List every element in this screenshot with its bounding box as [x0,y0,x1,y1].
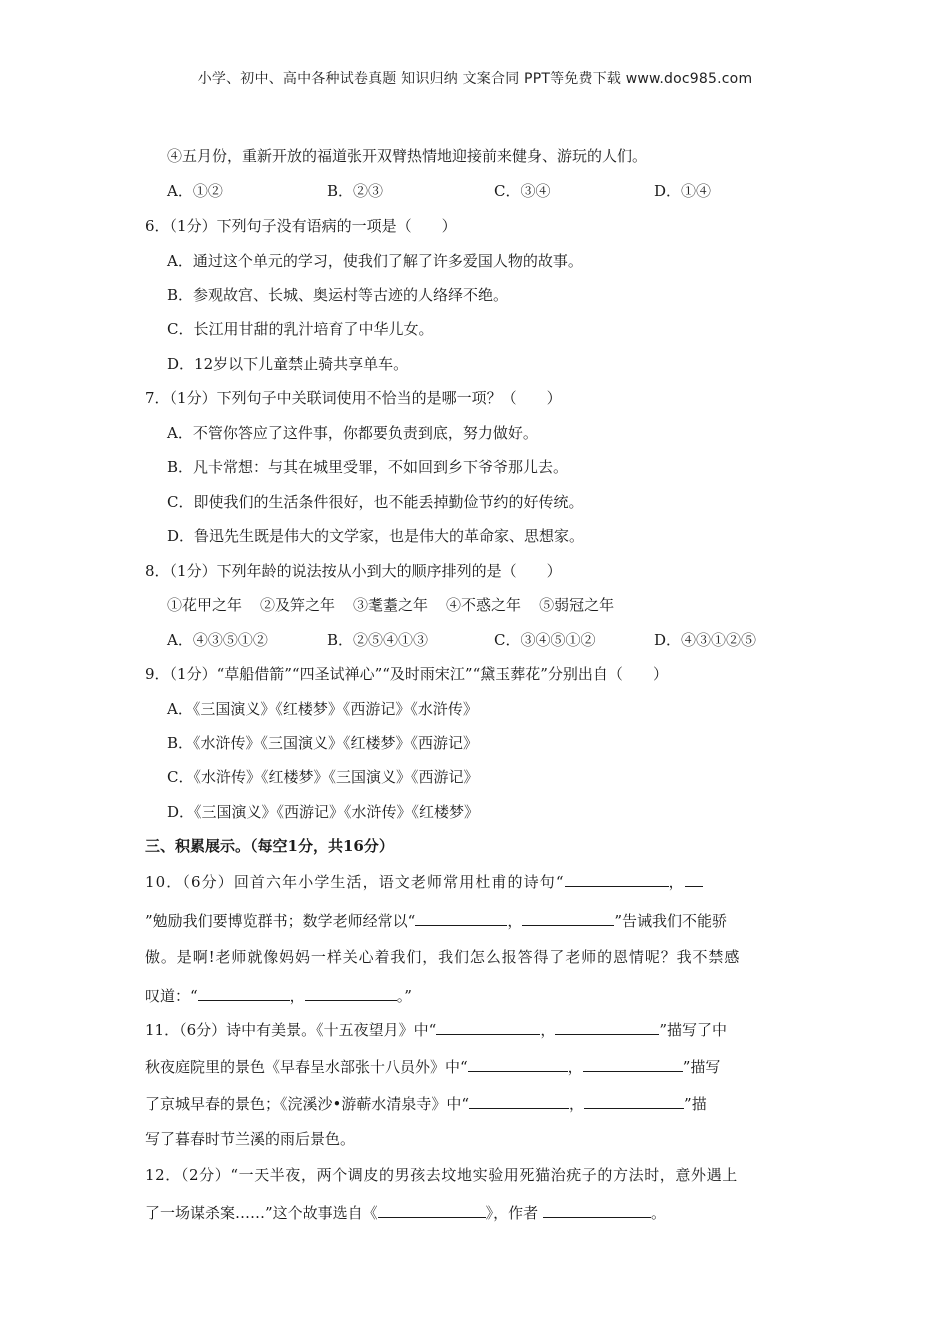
q10-line-4 [145,985,412,1006]
q10-blank-1[interactable] [565,871,669,887]
q7-option-b: B．凡卡常想：与其在城里受罪，不如回到乡下爷爷那儿去。 [167,458,569,476]
q12-line-1: 12．（2分）“一天半夜，两个调皮的男孩去坟地实验用死猫治疣子的方法时，意外遇上 [145,1166,738,1184]
q10-blank-2-start[interactable] [685,871,703,887]
q6-option-b: B．参观故宫、长城、奥运村等古迹的人络绎不绝。 [167,286,509,304]
q11-text-3b: ， [569,1095,585,1113]
q11-line-1 [145,1019,727,1040]
q10-line-3: 傲。是啊!老师就像妈妈一样关心着我们，我们怎么报答得了老师的恩情呢？我不禁感 [145,948,741,966]
q8-age-5: ⑤弱冠之年 [539,596,615,614]
q12-blank-1[interactable] [378,1202,486,1218]
q11-text-3a: 了京城早春的景色；《浣溪沙•游蕲水清泉寺》中“ [145,1095,470,1113]
q8-option-c: C．③④⑤①② [494,631,596,649]
q7-option-d: D．鲁迅先生既是伟大的文学家，也是伟大的革命家、思想家。 [167,527,585,545]
q6-stem: 6．（1分）下列句子没有语病的一项是（ ） [145,217,457,235]
q11-text-2b: ， [567,1058,583,1076]
q11-line-3 [145,1093,707,1114]
q11-line-2 [145,1056,720,1077]
q5-option-d: D．①④ [654,182,712,200]
q10-text-4b: ， [289,987,305,1005]
q8-option-a: A．④③⑤①② [167,631,268,649]
q7-stem: 7．（1分）下列句子中关联词使用不恰当的是哪一项？（ ） [145,389,562,407]
q10-text-4c: 。” [396,987,412,1005]
q8-age-2: ②及笄之年 [260,596,336,614]
q10-text-4a: 叹道：“ [145,987,198,1005]
q5-statement-4: ④五月份，重新开放的福道张开双臂热情地迎接前来健身、游玩的人们。 [167,147,648,165]
q9-option-c: C．《水浒传》《红楼梦》《三国演义》《西游记》 [167,768,479,786]
q10-text-1a: 10．（6分）回首六年小学生活，语文老师常用杜甫的诗句“ [145,873,565,891]
q9-option-a: A．《三国演义》《红楼梦》《西游记》《水浒传》 [167,700,478,718]
q7-option-a: A．不管你答应了这件事，你都要负责到底，努力做好。 [167,424,538,442]
q12-line-2 [145,1202,666,1223]
q9-option-d: D．《三国演义》《西游记》《水浒传》《红楼梦》 [167,803,480,821]
q11-blank-4[interactable] [583,1056,683,1072]
q12-text-2c: 。 [650,1204,666,1222]
q11-text-1a: 11．（6分）诗中有美景。《十五夜望月》中“ [145,1021,437,1039]
q10-blank-6[interactable] [305,985,397,1001]
q5-option-c: C．③④ [494,182,551,200]
q12-text-2b: 》，作者 [485,1204,543,1222]
q11-text-2a: 秋夜庭院里的景色《早春呈水部张十八员外》中“ [145,1058,468,1076]
q9-option-b: B．《水浒传》《三国演义》《红楼梦》《西游记》 [167,734,479,752]
q10-blank-5[interactable] [198,985,290,1001]
q6-option-c: C．长江用甘甜的乳汁培育了中华儿女。 [167,320,434,338]
q8-stem: 8．（1分）下列年龄的说法按从小到大的顺序排列的是（ ） [145,562,562,580]
q12-text-2a: 了一场谋杀案……”这个故事选自《 [145,1204,378,1222]
q11-text-1b: ， [540,1021,556,1039]
q11-text-2c: ”描写 [682,1058,721,1076]
q5-option-a: A．①② [167,182,223,200]
q11-line-4: 写了暮春时节兰溪的雨后景色。 [145,1130,356,1148]
q10-text-2c: ”告诫我们不能骄 [614,912,728,930]
q9-stem: 9．（1分）“草船借箭”“四圣试禅心”“及时雨宋江”“黛玉葬花”分别出自（ ） [145,665,668,683]
q8-ages [167,595,632,615]
q10-text-2b: ， [507,912,523,930]
q10-text-2a: ”勉励我们要博览群书；数学老师经常以“ [145,912,416,930]
page-header: 小学、初中、高中各种试卷真题 知识归纳 文案合同 PPT等免费下载 www.doc985.com [197,71,753,87]
q10-text-1b: ， [668,873,685,891]
q7-option-c: C．即使我们的生活条件很好，也不能丢掉勤俭节约的好传统。 [167,493,584,511]
q10-line-1 [145,871,703,892]
q10-blank-4[interactable] [522,910,614,926]
q6-option-d: D．12岁以下儿童禁止骑共享单车。 [167,355,409,373]
q11-text-1c: ”描写了中 [659,1021,727,1039]
q8-option-b: B．②⑤④①③ [327,631,429,649]
q8-age-3: ③耄耋之年 [353,596,429,614]
q8-age-4: ④不惑之年 [446,596,522,614]
q10-line-2 [145,910,727,931]
q6-option-a: A．通过这个单元的学习，使我们了解了许多爱国人物的故事。 [167,252,583,270]
q11-blank-1[interactable] [436,1019,540,1035]
section-3-title: 三、积累展示。（每空1分，共16分） [145,837,394,855]
q5-option-b: B．②③ [327,182,384,200]
q11-blank-5[interactable] [469,1093,569,1109]
q11-blank-2[interactable] [555,1019,659,1035]
q8-option-d: D．④③①②⑤ [654,631,757,649]
q10-blank-3[interactable] [415,910,507,926]
q11-blank-3[interactable] [468,1056,568,1072]
q12-blank-2[interactable] [543,1202,651,1218]
q11-text-3c: ”描 [684,1095,707,1113]
q11-blank-6[interactable] [584,1093,684,1109]
q8-age-1: ①花甲之年 [167,596,243,614]
